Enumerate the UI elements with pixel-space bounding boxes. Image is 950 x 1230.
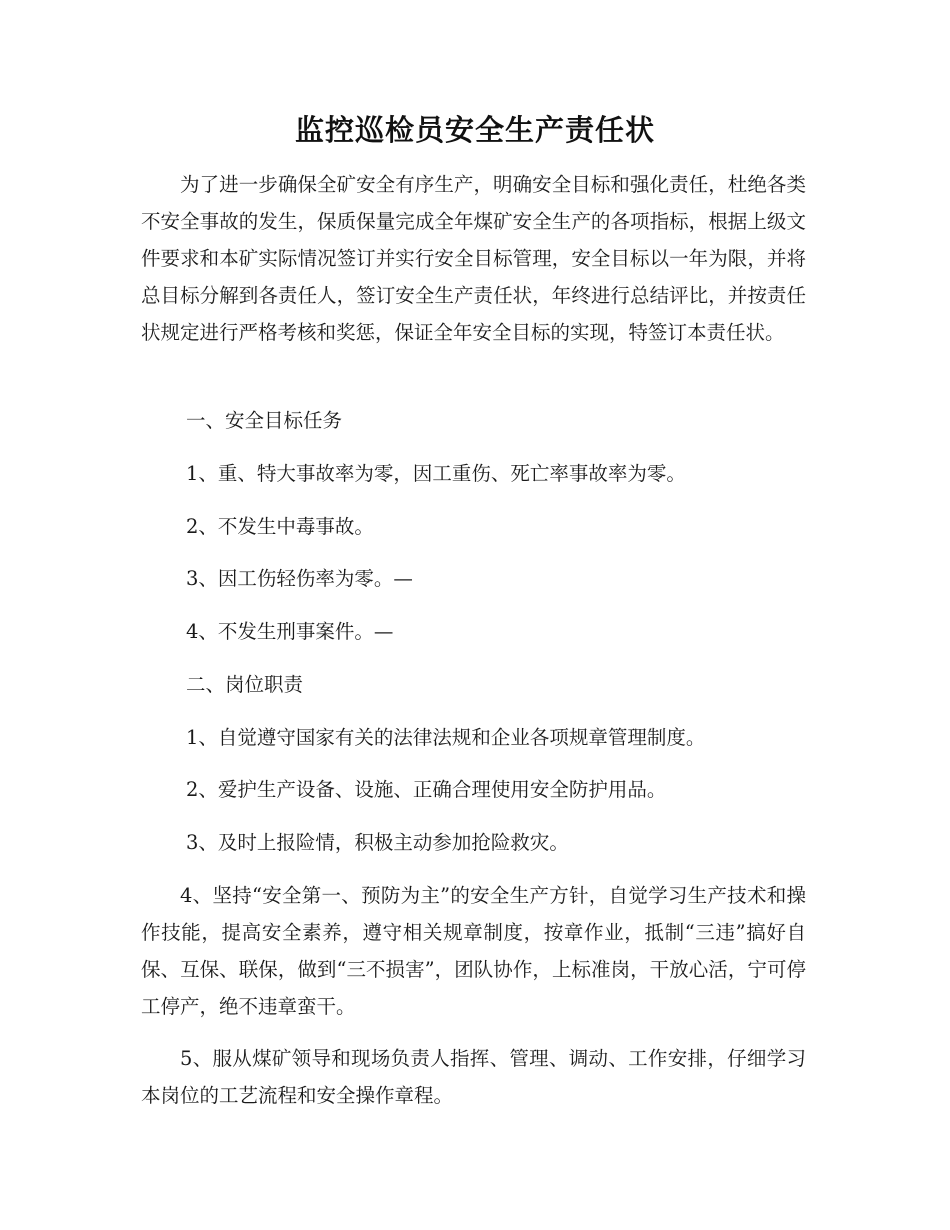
intro-paragraph: 为了进一步确保全矿安全有序生产，明确安全目标和强化责任，杜绝各类不安全事故的发生，保质保量完成全年煤矿安全生产的各项指标，根据上级文件要求和本矿实际情况签订并实行安全目标管理，安全目标以一年为限，并将总目标分解到各责任人，签订安全生产责任状，年终进行总结评比，并按责任状规定进行严格考核和奖惩，保证全年安全目标的实现，特签订本责任状。 <box>141 173 806 344</box>
safety-goal-item: 4、不发生刑事案件。— <box>186 620 394 643</box>
safety-goal-item: 3、因工伤轻伤率为零。— <box>186 567 413 590</box>
document-title: 监控巡检员安全生产责任状 <box>294 113 655 147</box>
duty-item: 1、自觉遵守国家有关的法律法规和企业各项规章管理制度。 <box>186 726 706 749</box>
safety-goal-item: 2、不发生中毒事故。 <box>186 515 374 538</box>
duty-item-paragraph: 5、服从煤矿领导和现场负责人指挥、管理、调动、工作安排，仔细学习本岗位的工艺流程和安全操作章程。 <box>141 1047 806 1107</box>
section-heading-safety-goals: 一、安全目标任务 <box>186 409 343 432</box>
duty-item: 2、爱护生产设备、设施、正确合理使用安全防护用品。 <box>186 778 667 801</box>
safety-goal-item: 1、重、特大事故率为零，因工重伤、死亡率事故率为零。 <box>186 462 686 485</box>
duty-item: 3、及时上报险情，积极主动参加抢险救灾。 <box>186 831 569 854</box>
duty-item-paragraph: 4、坚持“安全第一、预防为主”的安全生产方针，自觉学习生产技术和操作技能，提高安全素养，遵守相关规章制度，按章作业，抵制“三违”搞好自保、互保、联保，做到“三不损害”，团队协作，上标准岗，干放心活，宁可停工停产，绝不违章蛮干。 <box>141 884 806 1018</box>
section-heading-duties: 二、岗位职责 <box>186 673 304 696</box>
